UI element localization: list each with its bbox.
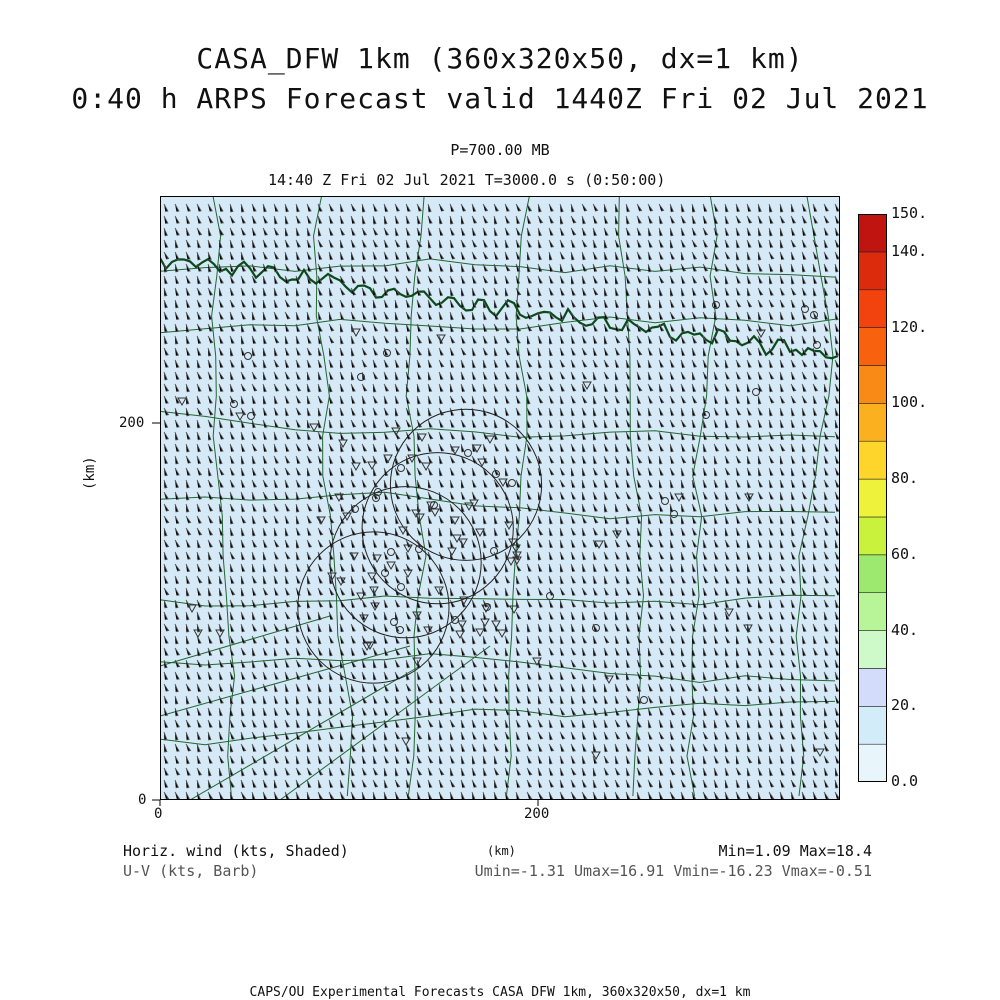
colorbar-tick-label: 20. [891, 696, 919, 714]
colorbar-tick-label: 40. [891, 621, 919, 639]
x-tick-label-200: 200 [524, 806, 550, 822]
pressure-level-label: P=700.00 MB [450, 141, 550, 159]
colorbar-segment [858, 593, 887, 631]
min-max-readout: Min=1.09 Max=18.4 [718, 842, 872, 860]
colorbar-segment [858, 517, 887, 555]
shaded-field-label: Horiz. wind (kts, Shaded) [123, 842, 349, 860]
colorbar-segment [858, 479, 887, 517]
colorbar-segment [858, 328, 887, 366]
colorbar-segment [858, 631, 887, 669]
footer-credit: CAPS/OU Experimental Forecasts CASA DFW 1km, 360x320x50, dx=1 km [249, 985, 751, 1000]
x-tick-label-0: 0 [154, 806, 163, 822]
chart-subtitle: 0:40 h ARPS Forecast valid 1440Z Fri 02 Jul 2021 [71, 82, 929, 115]
colorbar-tick-label: 80. [891, 469, 919, 487]
colorbar-segment [858, 706, 887, 744]
barb-field-label: U-V (kts, Barb) [123, 862, 259, 880]
colorbar-tick-label: 140. [891, 242, 928, 260]
colorbar-segment [858, 744, 887, 782]
colorbar-segment [858, 252, 887, 290]
colorbar-tick-label: 150. [891, 204, 928, 222]
colorbar-segment [858, 555, 887, 593]
chart-title: CASA_DFW 1km (360x320x50, dx=1 km) [196, 42, 804, 75]
y-tick-label-0: 0 [138, 792, 147, 808]
colorbar-segment [858, 441, 887, 479]
colorbar [858, 214, 887, 782]
colorbar-segment [858, 366, 887, 404]
colorbar-segment [858, 214, 887, 252]
uv-range-readout: Umin=-1.31 Umax=16.91 Vmin=-16.23 Vmax=-0.51 [474, 862, 872, 880]
colorbar-tick-label: 120. [891, 318, 928, 336]
colorbar-tick-label: 0.0 [891, 772, 919, 790]
colorbar-segment [858, 403, 887, 441]
x-axis-label: (km) [487, 844, 516, 858]
y-axis-label: (km) [82, 456, 98, 490]
colorbar-tick-label: 100. [891, 393, 928, 411]
colorbar-segment [858, 290, 887, 328]
colorbar-segment [858, 668, 887, 706]
y-tick-label-200: 200 [119, 415, 145, 431]
colorbar-tick-label: 60. [891, 545, 919, 563]
valid-time-label: 14:40 Z Fri 02 Jul 2021 T=3000.0 s (0:50:00) [268, 171, 666, 189]
